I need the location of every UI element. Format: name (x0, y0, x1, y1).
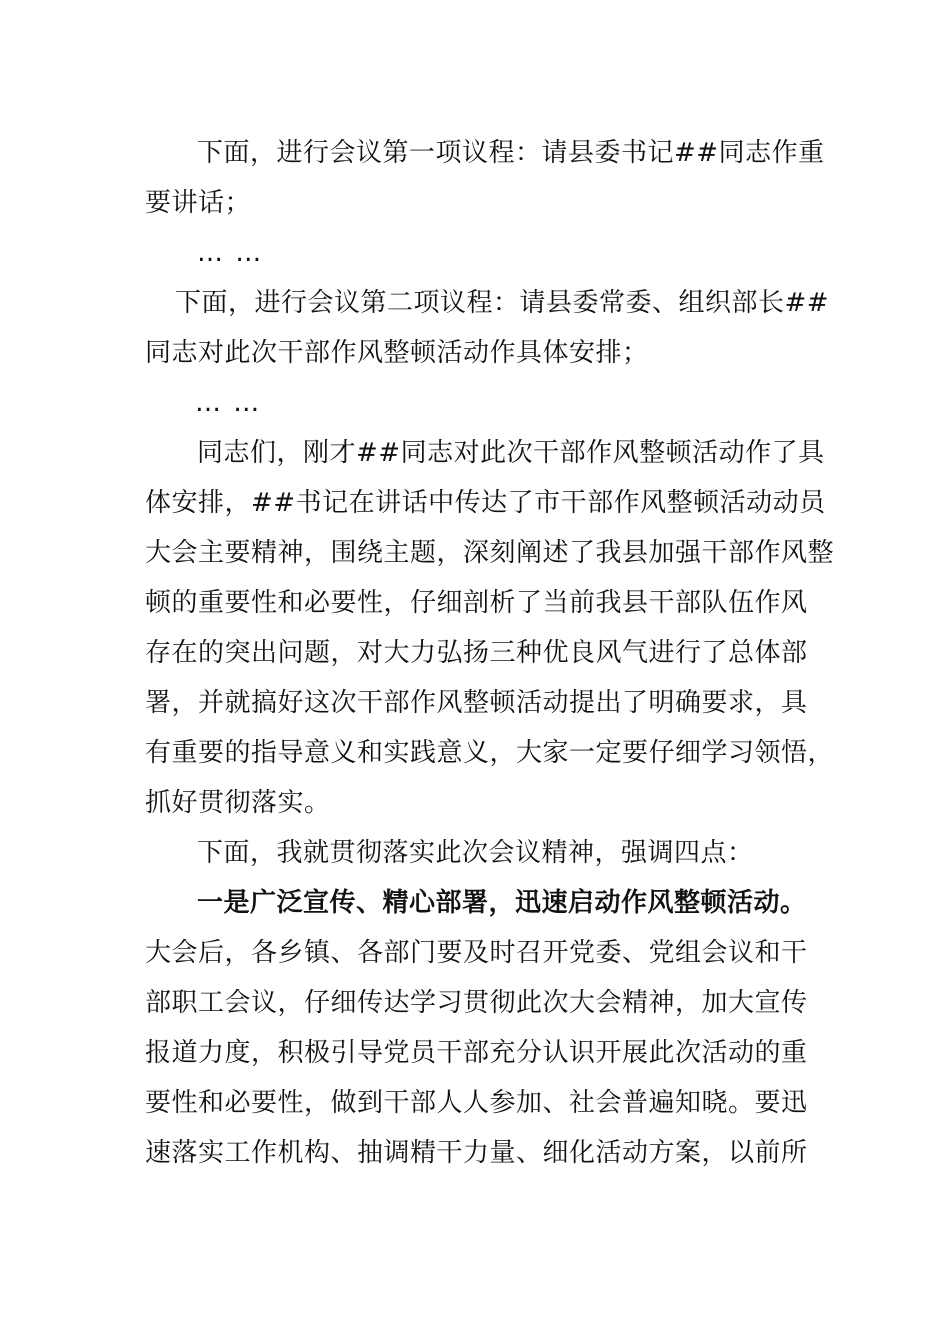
text-line: 有重要的指导意义和实践意义，大家一定要仔细学习领悟， (145, 738, 835, 768)
text-line: 同志们，刚才##同志对此次干部作风整顿活动作了具 (197, 438, 825, 468)
text-line: 部职工会议，仔细传达学习贯彻此次大会精神，加大宣传 (145, 988, 808, 1018)
text-line: 下面，进行会议第二项议程：请县委常委、组织部长## (175, 288, 830, 318)
section-heading: 一是广泛宣传、精心部署，迅速启动作风整顿活动。 (197, 888, 807, 918)
text-line: 下面，我就贯彻落实此次会议精神，强调四点： (197, 838, 754, 868)
document-body (145, 128, 835, 1178)
text-line: 大会主要精神，围绕主题，深刻阐述了我县加强干部作风整 (145, 538, 835, 568)
text-line: 抓好贯彻落实。 (145, 788, 331, 818)
text-line: 报道力度，积极引导党员干部充分认识开展此次活动的重 (145, 1038, 808, 1068)
text-line: 存在的突出问题，对大力弘扬三种优良风气进行了总体部 (145, 638, 808, 668)
ellipsis-line: … … (197, 238, 264, 268)
text-line: 速落实工作机构、抽调精干力量、细化活动方案，以前所 (145, 1138, 808, 1168)
text-line: 大会后，各乡镇、各部门要及时召开党委、党组会议和干 (145, 938, 808, 968)
text-line: 下面，进行会议第一项议程：请县委书记##同志作重 (197, 138, 825, 168)
text-line: 体安排，##书记在讲话中传达了市干部作风整顿活动动员 (145, 488, 826, 518)
text-line: 顿的重要性和必要性，仔细剖析了当前我县干部队伍作风 (145, 588, 808, 618)
text-line: 同志对此次干部作风整顿活动作具体安排； (145, 338, 649, 368)
text-line: 署，并就搞好这次干部作风整顿活动提出了明确要求，具 (145, 688, 808, 718)
text-line: 要讲话； (145, 188, 252, 218)
ellipsis-line: … … (195, 388, 262, 418)
text-line: 要性和必要性，做到干部人人参加、社会普遍知晓。要迅 (145, 1088, 808, 1118)
